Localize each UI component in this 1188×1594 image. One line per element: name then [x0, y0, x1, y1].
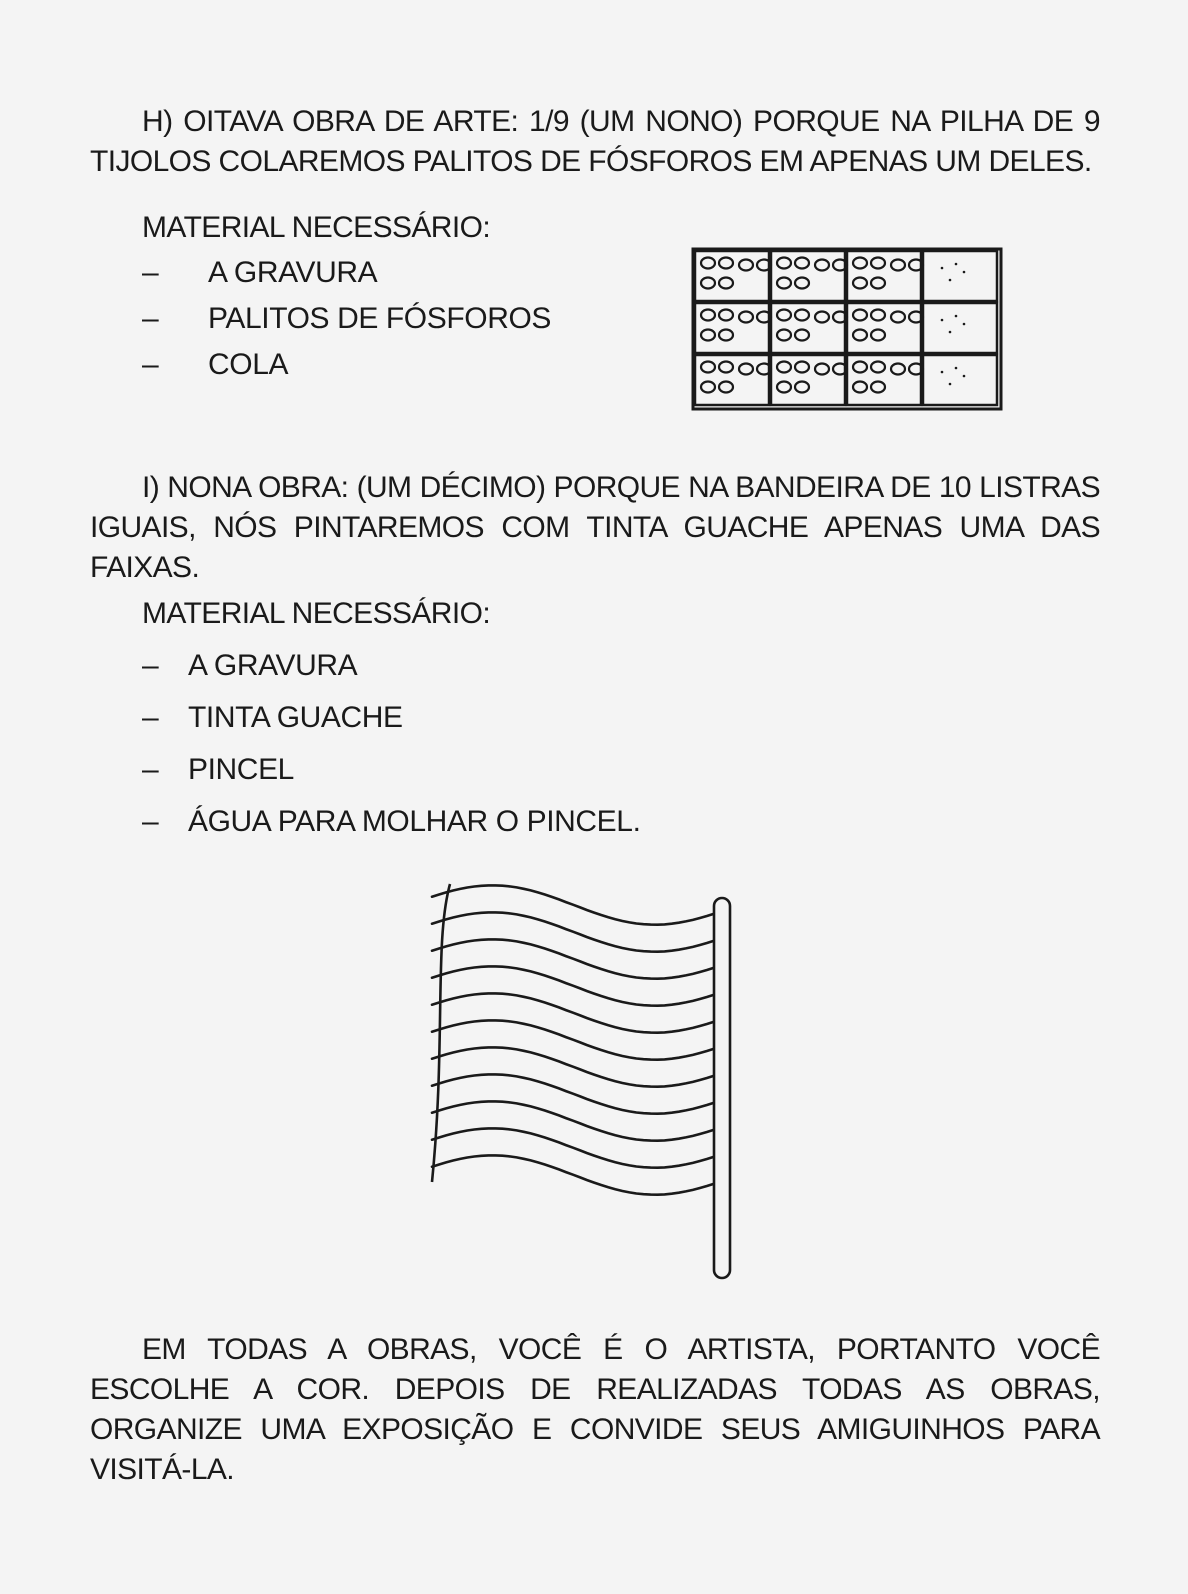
flag-stripe-line [432, 966, 714, 1005]
brick-dot [963, 375, 966, 378]
brick-hole [777, 310, 791, 321]
brick-hole [795, 330, 809, 341]
list-item: – ÁGUA PARA MOLHAR O PINCEL. [142, 796, 641, 848]
brick-hole [891, 260, 905, 271]
flag-stripe-line [432, 912, 714, 951]
brick-dot [955, 263, 958, 266]
brick-hole [795, 382, 809, 393]
brick-hole [795, 278, 809, 289]
brick-hole [701, 362, 715, 373]
brick-hole [719, 362, 733, 373]
flag-stripe-line [432, 1101, 714, 1140]
brick-hole [871, 382, 885, 393]
brick-dot [941, 267, 944, 270]
brick-dot [949, 279, 952, 282]
brick-hole [739, 364, 753, 375]
brick-hole [719, 330, 733, 341]
brick [923, 251, 997, 301]
section-h-text: H) OITAVA OBRA DE ARTE: 1/9 (UM NONO) PORQUE NA PILHA DE 9 TIJOLOS COLAREMOS PALITOS DE FÓSFOROS EM APENAS UM DELES. [90, 105, 1100, 178]
brick-dot [955, 367, 958, 370]
brick-hole [853, 362, 867, 373]
brick-hole [701, 258, 715, 269]
brick-hole [795, 258, 809, 269]
brick-dot [963, 271, 966, 274]
section-h-materials-list [142, 250, 551, 388]
brick-hole [871, 362, 885, 373]
section-i-materials-list [142, 640, 641, 848]
brick-dot [949, 331, 952, 334]
brick-hole [701, 278, 715, 289]
brick-hole [739, 260, 753, 271]
brick-hole [719, 382, 733, 393]
list-item: – A GRAVURA [142, 640, 641, 692]
bullet-dash: – [142, 701, 159, 734]
brick-hole [891, 364, 905, 375]
brick-hole [701, 330, 715, 341]
bullet-dash: – [142, 649, 159, 682]
brick-dot [955, 315, 958, 318]
closing-text: EM TODAS A OBRAS, VOCÊ É O ARTISTA, PORTANTO VOCÊ ESCOLHE A COR. DEPOIS DE REALIZADAS TODAS AS OBRAS, ORGANIZE UMA EXPOSIÇÃO E CONVIDE SEUS AMIGUINHOS PARA VISITÁ-LA. [90, 1333, 1100, 1486]
brick-hole [853, 330, 867, 341]
brick-pile-illustration [692, 248, 1012, 418]
flagpole [714, 898, 730, 1278]
bullet-dash: – [142, 256, 159, 289]
brick-hole [719, 258, 733, 269]
brick-hole [739, 312, 753, 323]
brick-hole [815, 260, 829, 271]
brick-dot [949, 383, 952, 386]
bullet-dash: – [142, 348, 159, 381]
brick-hole [795, 362, 809, 373]
brick-hole [871, 258, 885, 269]
brick-hole [701, 382, 715, 393]
brick-hole [777, 362, 791, 373]
closing-paragraph [90, 1330, 1100, 1490]
list-item: – PALITOS DE FÓSFOROS [142, 296, 551, 342]
brick-hole [853, 278, 867, 289]
brick [923, 303, 997, 353]
flag-stripe-line [432, 1020, 714, 1059]
section-i-paragraph [90, 468, 1100, 588]
brick-hole [719, 278, 733, 289]
flag-stripe-line [432, 1047, 714, 1086]
section-h-material-title: MATERIAL NECESSÁRIO: [142, 211, 491, 244]
brick-dot [941, 371, 944, 374]
brick-hole [871, 310, 885, 321]
brick [923, 355, 997, 405]
section-i-text: I) NONA OBRA: (UM DÉCIMO) PORQUE NA BANDEIRA DE 10 LISTRAS IGUAIS, NÓS PINTAREMOS COM TINTA GUACHE APENAS UMA DAS FAIXAS. [90, 471, 1100, 584]
flag-stripe-line [432, 1128, 714, 1167]
bullet-dash: – [142, 805, 159, 838]
flag-stripe-line [432, 993, 714, 1032]
brick-hole [815, 312, 829, 323]
brick-hole [795, 310, 809, 321]
brick-hole [891, 312, 905, 323]
brick-hole [777, 278, 791, 289]
bullet-dash: – [142, 753, 159, 786]
flag-stripe-line [432, 939, 714, 978]
brick-hole [777, 258, 791, 269]
brick-hole [871, 278, 885, 289]
list-item: – TINTA GUACHE [142, 692, 641, 744]
brick-hole [777, 382, 791, 393]
brick-hole [853, 310, 867, 321]
section-i-material-title: MATERIAL NECESSÁRIO: [142, 597, 491, 630]
brick-hole [871, 330, 885, 341]
flag-stripe-line [432, 1074, 714, 1113]
brick-hole [853, 382, 867, 393]
brick-hole [701, 310, 715, 321]
brick-hole [777, 330, 791, 341]
flag-illustration [420, 880, 760, 1310]
brick-dot [941, 319, 944, 322]
brick-hole [719, 310, 733, 321]
bullet-dash: – [142, 302, 159, 335]
flag-bottom-edge [432, 1155, 714, 1194]
brick-dot [963, 323, 966, 326]
list-item: – A GRAVURA [142, 250, 551, 296]
section-h-paragraph [90, 102, 1100, 182]
list-item: – PINCEL [142, 744, 641, 796]
flag-top-edge [432, 885, 714, 924]
brick-hole [815, 364, 829, 375]
brick-hole [853, 258, 867, 269]
list-item: – COLA [142, 342, 551, 388]
